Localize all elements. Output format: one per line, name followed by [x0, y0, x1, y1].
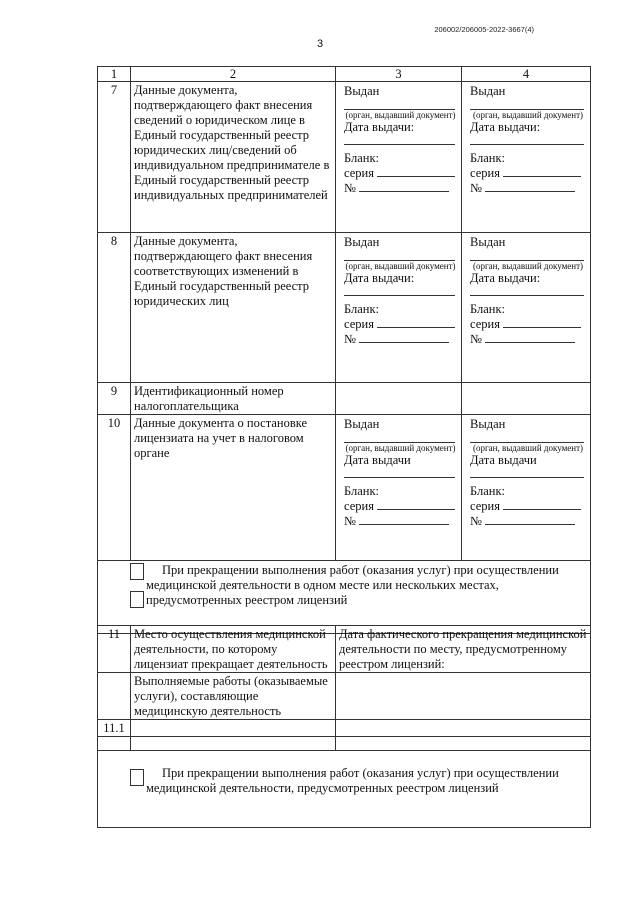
blank-label: Бланк:	[470, 151, 506, 165]
issuance-block-col3[interactable]	[336, 233, 462, 383]
termination-date-label[interactable]: Дата фактического прекращения медицинской деятельности по месту, предусмотренному реестром лицензий:	[336, 626, 591, 673]
number-label: №	[470, 181, 482, 195]
works-label: Выполняемые работы (оказываемые услуги), составляющие медицинскую деятельность	[131, 673, 336, 720]
issued-by-field[interactable]	[470, 432, 584, 443]
issuance-block-col4[interactable]	[462, 82, 591, 233]
authority-caption: (орган, выдавший документ)	[472, 261, 584, 271]
row-description: Данные документа, подтверждающего факт внесения соответствующих изменений в Единый государственный реестр юридических лиц	[131, 233, 336, 383]
issue-date-field[interactable]	[470, 135, 584, 145]
notice-row-2	[98, 751, 591, 828]
issued-by-field[interactable]	[344, 99, 455, 110]
issue-date-label: Дата выдачи:	[344, 120, 415, 134]
series-label: серия	[470, 317, 500, 331]
notice-1-text: При прекращении выполнения работ (оказания услуг) при осуществлении медицинской деятельности в одном месте или нескольких местах, предусмотренных реестром лицензий	[146, 563, 559, 607]
issue-date-field[interactable]	[470, 468, 584, 478]
place-label: Место осуществления медицинской деятельности, по которому лицензиат прекращает деятельность	[131, 626, 336, 673]
form-table-section-11	[97, 625, 591, 828]
series-field[interactable]	[503, 317, 581, 328]
issue-date-field[interactable]	[344, 135, 455, 145]
number-label: №	[470, 514, 482, 528]
issue-date-label: Дата выдачи	[470, 453, 537, 467]
table-row-11-works	[98, 673, 591, 720]
row-number: 11	[98, 626, 131, 673]
number-field[interactable]	[485, 332, 575, 343]
number-field[interactable]	[359, 332, 449, 343]
number-label: №	[470, 332, 482, 346]
issued-by-field[interactable]	[344, 432, 455, 443]
issued-by-field[interactable]	[344, 250, 455, 261]
checkbox-notice-2[interactable]	[130, 769, 144, 786]
column-header: 3	[336, 67, 462, 82]
inn-field-col4[interactable]	[462, 383, 591, 415]
table-row-7	[98, 82, 591, 233]
issue-date-label: Дата выдачи:	[470, 271, 541, 285]
issued-label: Выдан	[344, 417, 380, 431]
row-11-1-value[interactable]	[336, 720, 591, 737]
row-11-1-place[interactable]	[131, 720, 336, 737]
empty-cell[interactable]	[336, 737, 591, 751]
table-row-11-1	[98, 720, 591, 737]
issued-by-field[interactable]	[470, 99, 584, 110]
issued-label: Выдан	[470, 417, 506, 431]
table-row-8	[98, 233, 591, 383]
notice-row-1	[98, 561, 591, 634]
issue-date-label: Дата выдачи:	[344, 271, 415, 285]
number-field[interactable]	[359, 181, 449, 192]
issue-date-field[interactable]	[344, 286, 455, 296]
number-label: №	[344, 514, 356, 528]
notice-2-text: При прекращении выполнения работ (оказания услуг) при осуществлении медицинской деятельности, предусмотренных реестром лицензий	[146, 766, 559, 795]
issue-date-label: Дата выдачи:	[470, 120, 541, 134]
series-label: серия	[344, 317, 374, 331]
row-description: Данные документа о постановке лицензиата на учет в налоговом органе	[131, 415, 336, 561]
issuance-block-col4[interactable]	[462, 233, 591, 383]
authority-caption: (орган, выдавший документ)	[472, 443, 584, 453]
row-description: Данные документа, подтверждающего факт внесения сведений о юридическом лице в Единый государственный реестр юридических лиц/сведений об индивидуальном предпринимателе в Единый государственный реестр индивидуальных предпринимателей	[131, 82, 336, 233]
table-row-11	[98, 626, 591, 673]
column-header: 4	[462, 67, 591, 82]
series-field[interactable]	[377, 166, 455, 177]
page-number: 3	[316, 38, 324, 50]
authority-caption: (орган, выдавший документ)	[345, 261, 456, 271]
row-number: 11.1	[98, 720, 131, 737]
document-number: 206002/206005-2022-3667(4)	[434, 25, 534, 34]
inn-field-col3[interactable]	[336, 383, 462, 415]
blank-label: Бланк:	[344, 151, 380, 165]
number-label: №	[344, 332, 356, 346]
empty-cell[interactable]	[131, 737, 336, 751]
series-field[interactable]	[503, 166, 581, 177]
authority-caption: (орган, выдавший документ)	[472, 110, 584, 120]
form-table-main	[97, 66, 591, 634]
notice-1	[98, 561, 591, 634]
issued-by-field[interactable]	[470, 250, 584, 261]
authority-caption: (орган, выдавший документ)	[345, 443, 456, 453]
issued-label: Выдан	[344, 84, 380, 98]
number-field[interactable]	[359, 514, 449, 525]
table-row-9	[98, 383, 591, 415]
row-number: 10	[98, 415, 131, 561]
checkbox-notice-1a[interactable]	[130, 563, 144, 580]
number-label: №	[344, 181, 356, 195]
series-label: серия	[344, 499, 374, 513]
checkbox-notice-1b[interactable]	[130, 591, 144, 608]
series-label: серия	[470, 166, 500, 180]
issued-label: Выдан	[344, 235, 380, 249]
row-number: 7	[98, 82, 131, 233]
issue-date-field[interactable]	[344, 468, 455, 478]
series-field[interactable]	[377, 317, 455, 328]
table-row-11-1-sub	[98, 737, 591, 751]
column-header: 2	[131, 67, 336, 82]
empty-cell	[98, 737, 131, 751]
blank-label: Бланк:	[470, 302, 506, 316]
blank-label: Бланк:	[344, 484, 380, 498]
row-number: 9	[98, 383, 131, 415]
works-field[interactable]	[336, 673, 591, 720]
blank-label: Бланк:	[344, 302, 380, 316]
issuance-block-col3[interactable]	[336, 415, 462, 561]
number-field[interactable]	[485, 514, 575, 525]
authority-caption: (орган, выдавший документ)	[345, 110, 456, 120]
column-header: 1	[98, 67, 131, 82]
series-label: серия	[344, 166, 374, 180]
series-field[interactable]	[377, 499, 455, 510]
issue-date-field[interactable]	[470, 286, 584, 296]
issued-label: Выдан	[470, 84, 506, 98]
table-row-10	[98, 415, 591, 561]
issuance-block-col4[interactable]	[462, 415, 591, 561]
row-description: Идентификационный номер налогоплательщика	[131, 383, 336, 415]
issued-label: Выдан	[470, 235, 506, 249]
row-number-empty	[98, 673, 131, 720]
column-header-row	[98, 67, 591, 82]
series-field[interactable]	[503, 499, 581, 510]
series-label: серия	[470, 499, 500, 513]
blank-label: Бланк:	[470, 484, 506, 498]
row-number: 8	[98, 233, 131, 383]
number-field[interactable]	[485, 181, 575, 192]
issuance-block-col3[interactable]	[336, 82, 462, 233]
notice-2	[98, 751, 591, 828]
issue-date-label: Дата выдачи	[344, 453, 411, 467]
